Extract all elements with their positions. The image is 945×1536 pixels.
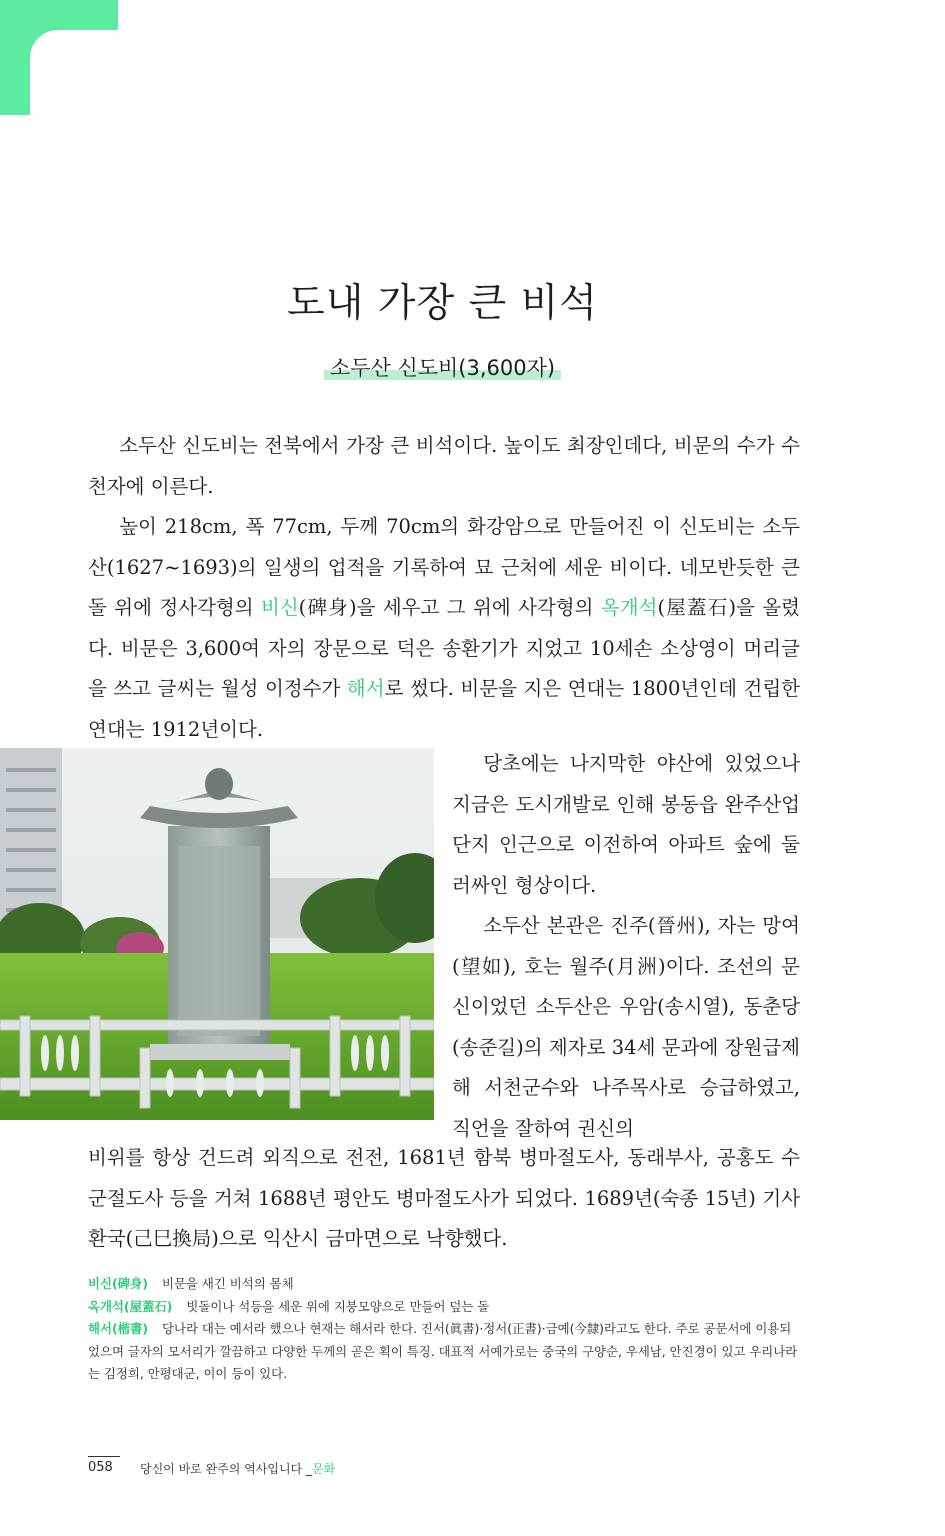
paragraph-2-part-b: (碑身)을 세우고 그 위에 사각형의 [298, 596, 601, 619]
continuation-section [88, 1138, 800, 1260]
glossary-term: 비신(碑身) [88, 1276, 149, 1291]
paragraph-2 [88, 507, 800, 750]
page-number: 058 [88, 1456, 120, 1475]
section-label: 문화 [311, 1462, 336, 1476]
running-title [140, 1460, 335, 1477]
term-bisin: 비신 [260, 596, 299, 619]
glossary-notes [88, 1273, 800, 1386]
glossary-item [88, 1273, 800, 1296]
glossary-item [88, 1318, 800, 1386]
paragraph-4b: 비위를 항상 건드려 외직으로 전전, 1681년 함북 병마절도사, 동래부사, 공홍도 수군절도사 등을 거쳐 1688년 평안도 병마절도사가 되었다. 1689년(숙종 15년) 기사환국(己巳換局)으로 익산시 금마면으로 낙향했다. [88, 1146, 800, 1250]
term-okgaeseok: 옥개석 [600, 596, 658, 619]
column-section [452, 744, 800, 1149]
paragraph-1: 소두산 신도비는 전북에서 가장 큰 비석이다. 높이도 최장인데다, 비문의 수가 수천자에 이른다. [88, 434, 800, 498]
stele-photo [0, 748, 434, 1120]
running-title-text: 당신이 바로 완주의 역사입니다 _ [140, 1462, 312, 1476]
glossary-term: 옥개석(屋蓋石) [88, 1298, 173, 1314]
paragraph-3: 당초에는 나지막한 야산에 있었으나 지금은 도시개발로 인해 봉동읍 완주산업단지 인근으로 이전하여 아파트 숲에 둘러싸인 형상이다. [452, 752, 800, 897]
page-title: 도내 가장 큰 비석 [287, 281, 598, 326]
paragraph-2-part-c: (屋蓋石)을 올렸다. 비문은 3,600여 자의 장문으로 덕은 송환기가 지었고 10세손 소상영이 머리글을 쓰고 글씨는 월성 이정수가 [88, 596, 801, 700]
paragraph-4a: 소두산 본관은 진주(晉州), 자는 망여(望如), 호는 월주(月洲)이다. 조선의 문신이었던 소두산은 우암(송시열), 동춘당(송준길)의 제자로 34세 문과에 장원급제해 서천군수와 나주목사로 승급하였고, 직언을 잘하여 권신의 [452, 914, 800, 1140]
intro-section [88, 426, 800, 750]
page-subtitle [0, 352, 885, 382]
subtitle-text: 소두산 신도비(3,600자) [324, 356, 561, 380]
glossary-term: 해서(楷書) [88, 1321, 149, 1336]
stele-photo-illustration [0, 748, 434, 1120]
corner-tab-cutout [30, 30, 140, 140]
term-haeseo: 해서 [346, 677, 385, 700]
paragraph-2-part-d: 로 썼다. 비문을 지은 연대는 1800년인데 건립한 연대는 1912년이다. [88, 677, 800, 741]
glossary-item [88, 1296, 800, 1319]
glossary-definition: 당나라 대는 예서라 했으나 현재는 해서라 한다. 진서(眞書)·정서(正書)·금예(今隸)라고도 한다. 주로 공문서에 이용되었으며 글자의 모서리가 깔끔하고 다양한 두께의 곧은 획이 특징. 대표적 서예가로는 중국의 구양순, 우세남, 안진경이 있고 우리나라는 김정희, 안평대군, 이이 등이 있다. [88, 1321, 798, 1381]
glossary-definition: 비문을 새긴 비석의 몸체 [162, 1276, 294, 1291]
glossary-definition: 빗돌이나 석등을 세운 위에 지붕모양으로 만들어 덮는 돌 [186, 1298, 490, 1314]
paragraph-2-part-a: 높이 218cm, 폭 77cm, 두께 70cm의 화강암으로 만들어진 이 신도비는 소두산(1627~1693)의 일생의 업적을 기록하여 묘 근처에 세운 비이다. 네모반듯한 큰 돌 위에 정사각형의 [88, 515, 800, 619]
